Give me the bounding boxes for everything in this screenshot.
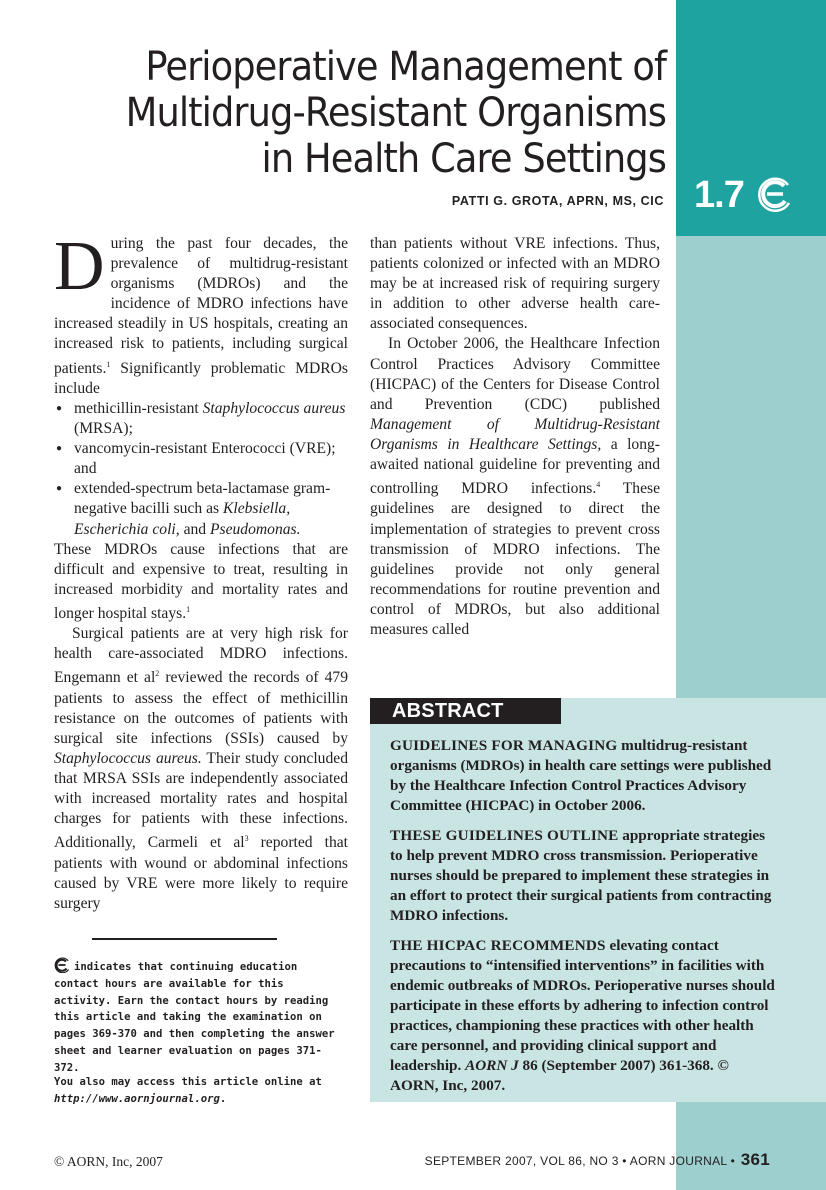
reference-marker: 1 [106, 359, 111, 369]
abstract-text [390, 736, 778, 1106]
list-item-text: (MRSA); [74, 420, 133, 438]
reference-marker: 3 [244, 834, 249, 844]
ce-footnote-text: indicates that continuing education contact hours are available for this activity. Earn the contact hours by reading this article and taking the examination on pages 369-370 and then completing the answer sheet and learner evaluation on pages 371-372. [54, 961, 335, 1074]
intro-tail: Significantly problematic MDROs include [54, 359, 348, 397]
title-line-2: Multidrug-Resistant Organisms [125, 90, 666, 136]
page-number: 361 [740, 1150, 770, 1169]
abstract-paragraph [390, 826, 778, 926]
list-item-species: Staphylococcus aureus [202, 399, 346, 417]
online-access-text: You also may access this article online at [54, 1076, 322, 1088]
reference-marker: 2 [155, 669, 160, 679]
list-item-text: and [179, 520, 210, 538]
abstract-body: appropriate strategies to help prevent MDRO cross transmission. Perioperative nurses should be prepared to implement these strategies in an effort to protect their surgical patients from contracting MDRO infections. [390, 827, 772, 924]
ce-footnote [54, 957, 346, 1077]
body-paragraph: than patients without VRE infections. Thus, patients colonized or infected with an MDRO may be at increased risk of requiring surgery in addition to other adverse health care-associated consequences. [370, 235, 660, 333]
abstract-lead: GUIDELINES FOR MANAGING [390, 737, 618, 754]
paragraph-text: Surgical patients are at very high risk for health care-associated MDRO infections. Engemann et al [54, 625, 348, 687]
paragraph-text: These guidelines are designed to direct the implementation of strategies to prevent cross transmission of MDRO infections. The guidelines provide not only general recommendations for routine prevention and control of MDROs, but also additional measures called [370, 480, 660, 638]
abstract-paragraph [390, 736, 778, 816]
abstract-lead: THE HICPAC RECOMMENDS [390, 937, 606, 954]
list-item [54, 439, 348, 479]
paragraph-text: These MDROs cause infections that are difficult and expensive to treat, resulting in increased morbidity and mortality rates and longer hospital stays. [54, 540, 348, 623]
online-access-note [54, 1074, 346, 1108]
list-item [54, 399, 348, 439]
paragraph-text: Their study concluded that MRSA SSIs are independently associated with increased mortality rates and hospital charges for patients with these infections. Additionally, Carmeli et al [54, 749, 348, 852]
journal-website-link[interactable]: http://www.aornjournal.org [54, 1093, 220, 1105]
citation: 86 (September 2007) 361-368. © AORN, Inc, 2007. [390, 1057, 729, 1094]
body-column-2 [370, 234, 660, 640]
species-name: Staphylococcus aureus. [54, 749, 202, 767]
list-item-text: extended-spectrum beta-lactamase gram-negative bacilli such as [74, 480, 331, 518]
intro-paragraph [54, 228, 348, 399]
issue-line: SEPTEMBER 2007, VOL 86, NO 3 • AORN JOURNAL • [424, 1154, 736, 1168]
reference-marker: 4 [596, 480, 601, 490]
abstract-label: ABSTRACT [370, 698, 561, 724]
continuing-education-icon [757, 176, 793, 212]
guideline-title: Management of Multidrug-Resistant Organisms in Healthcare Settings, [370, 415, 660, 453]
footer-issue-info [425, 1150, 770, 1170]
author-byline: PATTI G. GROTA, APRN, MS, CIC [451, 194, 664, 208]
list-item-text: vancomycin-resistant Enterococci (VRE); and [74, 440, 336, 478]
footnote-divider [92, 938, 277, 940]
paragraph-text: In October 2006, the Healthcare Infection Control Practices Advisory Committee (HICPAC) of the Centers for Disease Control and Prevention (CDC) published [370, 335, 660, 413]
body-paragraph [370, 334, 660, 640]
abstract-paragraph [390, 936, 778, 1096]
continuing-education-icon [54, 957, 70, 973]
abstract-body: elevating contact precautions to “intensified interventions” in facilities with endemic outbreaks of MDROs. Perioperative nurses should participate in these efforts by adhering to infection control practices, championing these practices with other health care personnel, and providing clinical support and leadership. [390, 937, 775, 1074]
title-line-1: Perioperative Management of [145, 44, 666, 90]
paragraph-text: reported that patients with wound or abdominal infections caused by VRE were more likely to require surgery [54, 834, 348, 912]
list-item-species: Pseudomonas. [209, 520, 301, 538]
paragraph-text: a long-awaited national guideline for preventing and controlling MDRO infections. [370, 435, 660, 498]
mdro-list [54, 399, 348, 540]
body-paragraph [54, 540, 348, 625]
title-line-3: in Health Care Settings [261, 136, 666, 182]
article-title [96, 44, 666, 182]
period: . [219, 1093, 227, 1105]
footer-copyright: © AORN, Inc, 2007 [54, 1154, 163, 1169]
list-item-text: methicillin-resistant [74, 399, 203, 417]
abstract-lead: THESE GUIDELINES OUTLINE [390, 827, 619, 844]
intro-text: uring the past four decades, the prevalence of multidrug-resistant organisms (MDROs) and the incidence of MDRO infections have increased steadily in US hospitals, creating an increased risk to patients, including surgical patients. [54, 235, 348, 377]
body-column-1 [54, 228, 348, 914]
list-item-species: Klebsiella, Escherichia coli, [74, 500, 291, 538]
drop-cap: D [54, 228, 105, 305]
journal-abbrev: AORN J [465, 1057, 519, 1074]
section-number: 1.7 [694, 174, 744, 216]
abstract-body: multidrug-resistant organisms (MDROs) in health care settings were published by the Healthcare Infection Control Practices Advisory Committee (HICPAC) in October 2006. [390, 737, 772, 814]
list-item [54, 479, 348, 539]
reference-marker: 1 [186, 604, 191, 614]
paragraph-text: reviewed the records of 479 patients to assess the effect of methicillin resistance on the outcomes of patients with surgical site infections (SSIs) caused by [54, 669, 348, 747]
body-paragraph [54, 624, 348, 914]
